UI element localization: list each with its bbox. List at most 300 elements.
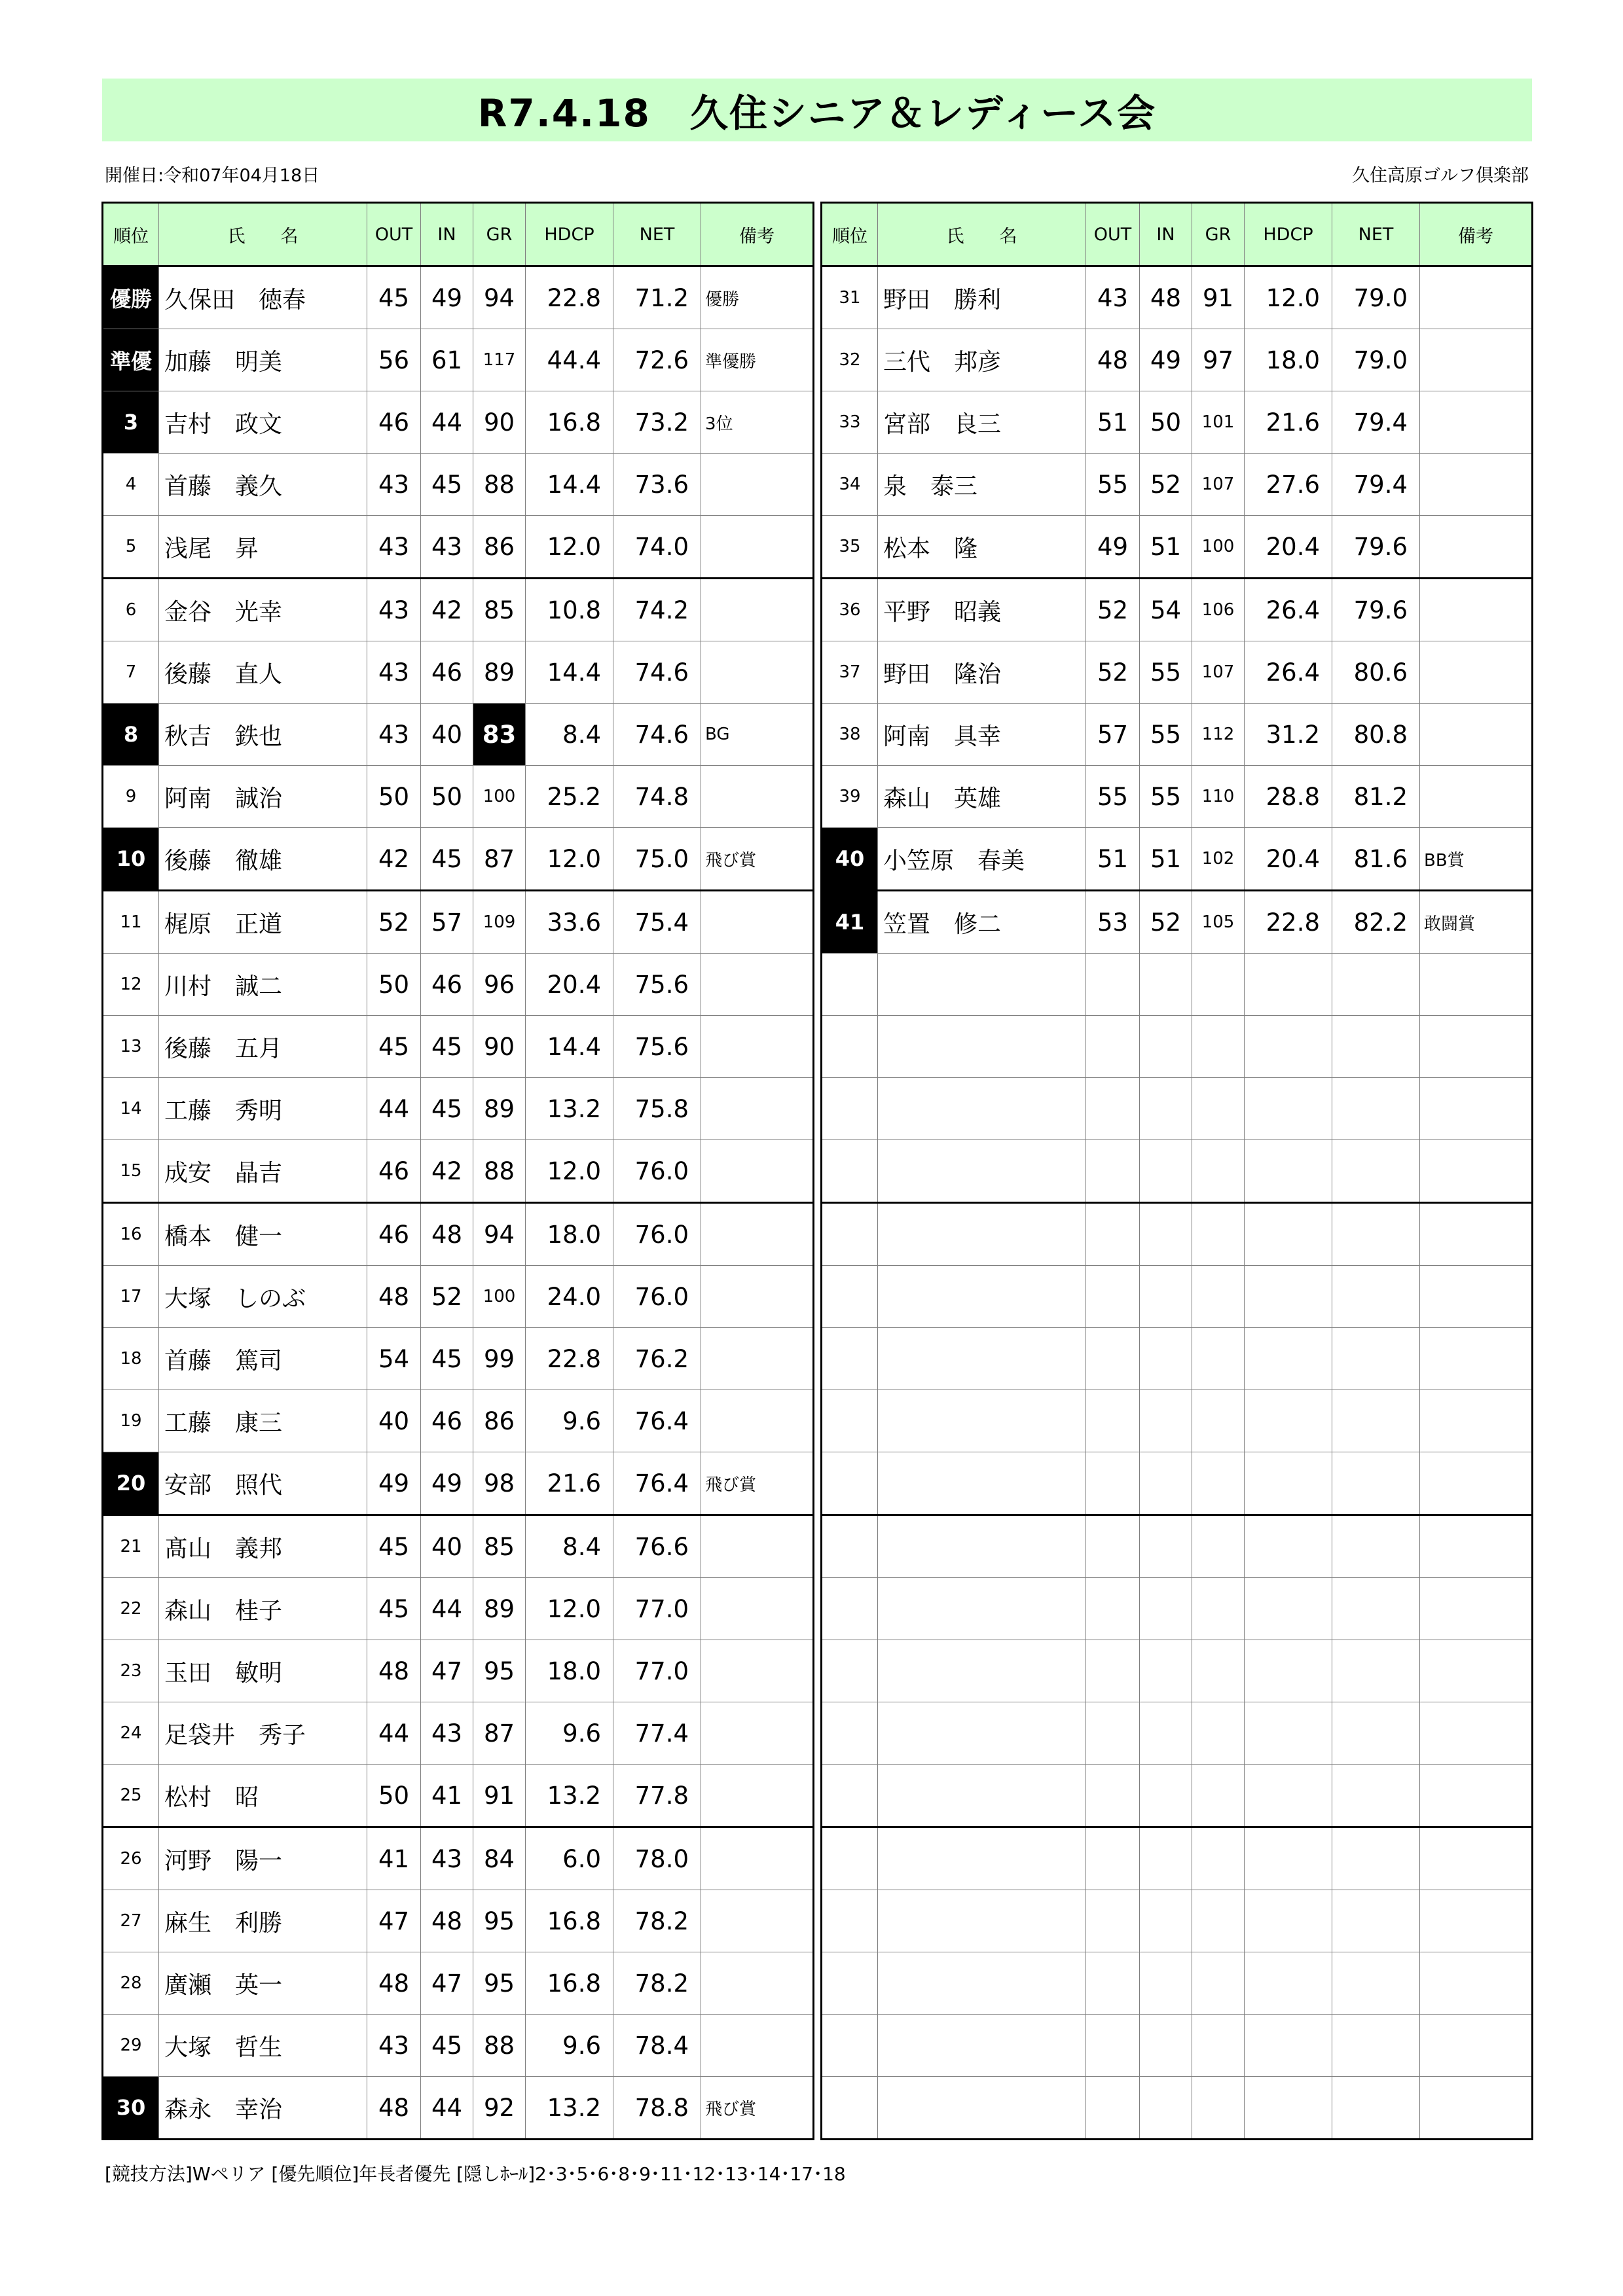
table-row bbox=[103, 454, 814, 516]
gross-score bbox=[1192, 1203, 1245, 1266]
rank-cell: 30 bbox=[103, 2077, 159, 2140]
col-header-note: 備考 bbox=[701, 203, 814, 266]
out-score: 43 bbox=[367, 641, 421, 704]
out-score: 50 bbox=[367, 1765, 421, 1827]
player-name: 足袋井 秀子 bbox=[159, 1702, 367, 1765]
in-score: 47 bbox=[421, 1952, 473, 2015]
handicap bbox=[1245, 1016, 1332, 1078]
gross-score: 100 bbox=[1192, 516, 1245, 579]
remarks bbox=[701, 1702, 814, 1765]
handicap: 21.6 bbox=[526, 1452, 613, 1515]
handicap bbox=[1245, 1702, 1332, 1765]
table-row bbox=[103, 1203, 814, 1266]
table-row bbox=[103, 1765, 814, 1827]
in-score: 43 bbox=[421, 516, 473, 579]
net-score: 72.6 bbox=[613, 329, 701, 391]
out-score: 40 bbox=[367, 1390, 421, 1452]
in-score bbox=[1140, 1640, 1192, 1702]
net-score: 77.0 bbox=[613, 1578, 701, 1640]
out-score: 43 bbox=[1086, 266, 1140, 329]
player-name: 加藤 明美 bbox=[159, 329, 367, 391]
net-score: 74.2 bbox=[613, 579, 701, 641]
gross-score bbox=[1192, 1702, 1245, 1765]
in-score: 43 bbox=[421, 1702, 473, 1765]
handicap bbox=[1245, 1578, 1332, 1640]
remarks bbox=[1420, 1390, 1533, 1452]
net-score: 78.2 bbox=[613, 1890, 701, 1952]
gross-score: 86 bbox=[473, 516, 526, 579]
rank-cell: 10 bbox=[103, 828, 159, 891]
player-name bbox=[878, 1827, 1086, 1890]
empty-row bbox=[822, 1640, 1533, 1702]
handicap bbox=[1245, 1203, 1332, 1266]
player-name: 川村 誠二 bbox=[159, 954, 367, 1016]
in-score bbox=[1140, 1016, 1192, 1078]
in-score: 54 bbox=[1140, 579, 1192, 641]
out-score bbox=[1086, 1078, 1140, 1140]
in-score: 45 bbox=[421, 2015, 473, 2077]
gross-score: 88 bbox=[473, 2015, 526, 2077]
handicap bbox=[1245, 1078, 1332, 1140]
rank-cell bbox=[822, 2015, 878, 2077]
player-name bbox=[878, 1578, 1086, 1640]
handicap: 24.0 bbox=[526, 1266, 613, 1328]
in-score: 46 bbox=[421, 1390, 473, 1452]
remarks bbox=[1420, 1140, 1533, 1203]
in-score: 48 bbox=[421, 1203, 473, 1266]
handicap: 9.6 bbox=[526, 2015, 613, 2077]
remarks bbox=[1420, 1452, 1533, 1515]
rank-cell: 6 bbox=[103, 579, 159, 641]
gross-score: 83 bbox=[473, 704, 526, 766]
net-score: 74.6 bbox=[613, 641, 701, 704]
rank-cell: 31 bbox=[822, 266, 878, 329]
player-name: 笠置 修二 bbox=[878, 891, 1086, 954]
player-name: 首藤 篤司 bbox=[159, 1328, 367, 1390]
rank-cell: 36 bbox=[822, 579, 878, 641]
handicap: 9.6 bbox=[526, 1702, 613, 1765]
table-row bbox=[103, 1328, 814, 1390]
remarks bbox=[701, 1390, 814, 1452]
out-score: 48 bbox=[367, 2077, 421, 2140]
rank-cell: 34 bbox=[822, 454, 878, 516]
net-score bbox=[1332, 1452, 1420, 1515]
rank-cell: 18 bbox=[103, 1328, 159, 1390]
in-score bbox=[1140, 1952, 1192, 2015]
table-row bbox=[103, 1640, 814, 1702]
remarks bbox=[1420, 1016, 1533, 1078]
out-score: 48 bbox=[367, 1266, 421, 1328]
handicap: 20.4 bbox=[1245, 516, 1332, 579]
empty-row bbox=[822, 1140, 1533, 1203]
net-score bbox=[1332, 1515, 1420, 1578]
player-name bbox=[878, 1765, 1086, 1827]
col-header-out: OUT bbox=[367, 203, 421, 266]
net-score bbox=[1332, 1765, 1420, 1827]
gross-score: 112 bbox=[1192, 704, 1245, 766]
handicap: 22.8 bbox=[526, 266, 613, 329]
handicap: 10.8 bbox=[526, 579, 613, 641]
handicap bbox=[1245, 954, 1332, 1016]
remarks bbox=[701, 1266, 814, 1328]
player-name: 平野 昭義 bbox=[878, 579, 1086, 641]
rank-cell: 27 bbox=[103, 1890, 159, 1952]
out-score bbox=[1086, 1578, 1140, 1640]
net-score bbox=[1332, 1078, 1420, 1140]
rank-cell bbox=[822, 1952, 878, 2015]
player-name bbox=[878, 954, 1086, 1016]
col-header-rank: 順位 bbox=[822, 203, 878, 266]
in-score bbox=[1140, 1203, 1192, 1266]
handicap: 21.6 bbox=[1245, 391, 1332, 454]
gross-score: 102 bbox=[1192, 828, 1245, 891]
rank-cell bbox=[822, 1328, 878, 1390]
out-score: 48 bbox=[367, 1640, 421, 1702]
player-name bbox=[878, 1390, 1086, 1452]
rank-cell: 40 bbox=[822, 828, 878, 891]
player-name bbox=[878, 2015, 1086, 2077]
rank-cell: 16 bbox=[103, 1203, 159, 1266]
in-score: 40 bbox=[421, 704, 473, 766]
gross-score: 101 bbox=[1192, 391, 1245, 454]
remarks bbox=[1420, 516, 1533, 579]
handicap: 18.0 bbox=[526, 1203, 613, 1266]
rank-cell: 29 bbox=[103, 2015, 159, 2077]
gross-score: 99 bbox=[473, 1328, 526, 1390]
empty-row bbox=[822, 2015, 1533, 2077]
player-name: 麻生 利勝 bbox=[159, 1890, 367, 1952]
remarks bbox=[701, 2015, 814, 2077]
remarks bbox=[1420, 1765, 1533, 1827]
net-score: 78.2 bbox=[613, 1952, 701, 2015]
net-score bbox=[1332, 1890, 1420, 1952]
out-score: 45 bbox=[367, 1515, 421, 1578]
table-row bbox=[103, 1578, 814, 1640]
remarks bbox=[701, 516, 814, 579]
out-score: 46 bbox=[367, 391, 421, 454]
player-name: 吉村 政文 bbox=[159, 391, 367, 454]
rank-cell bbox=[822, 1515, 878, 1578]
handicap: 16.8 bbox=[526, 391, 613, 454]
empty-row bbox=[822, 1578, 1533, 1640]
net-score: 75.8 bbox=[613, 1078, 701, 1140]
rank-cell: 8 bbox=[103, 704, 159, 766]
col-header-gr: GR bbox=[1192, 203, 1245, 266]
in-score bbox=[1140, 2077, 1192, 2140]
handicap: 6.0 bbox=[526, 1827, 613, 1890]
rank-cell: 28 bbox=[103, 1952, 159, 2015]
out-score: 57 bbox=[1086, 704, 1140, 766]
out-score: 50 bbox=[367, 954, 421, 1016]
out-score: 50 bbox=[367, 766, 421, 828]
player-name: 工藤 康三 bbox=[159, 1390, 367, 1452]
table-row bbox=[822, 891, 1533, 954]
handicap bbox=[1245, 1952, 1332, 2015]
net-score: 76.0 bbox=[613, 1203, 701, 1266]
out-score bbox=[1086, 1890, 1140, 1952]
net-score bbox=[1332, 1640, 1420, 1702]
gross-score bbox=[1192, 2077, 1245, 2140]
handicap: 14.4 bbox=[526, 1016, 613, 1078]
header-row bbox=[103, 203, 814, 266]
rank-cell: 39 bbox=[822, 766, 878, 828]
in-score: 61 bbox=[421, 329, 473, 391]
handicap: 20.4 bbox=[1245, 828, 1332, 891]
out-score: 49 bbox=[1086, 516, 1140, 579]
gross-score bbox=[1192, 1390, 1245, 1452]
table-row bbox=[103, 2077, 814, 2140]
gross-score: 95 bbox=[473, 1640, 526, 1702]
net-score bbox=[1332, 1827, 1420, 1890]
out-score: 46 bbox=[367, 1140, 421, 1203]
in-score bbox=[1140, 1390, 1192, 1452]
handicap: 22.8 bbox=[526, 1328, 613, 1390]
handicap: 22.8 bbox=[1245, 891, 1332, 954]
out-score: 45 bbox=[367, 1016, 421, 1078]
player-name: 松村 昭 bbox=[159, 1765, 367, 1827]
in-score bbox=[1140, 1890, 1192, 1952]
out-score bbox=[1086, 1827, 1140, 1890]
table-row bbox=[103, 2015, 814, 2077]
handicap: 27.6 bbox=[1245, 454, 1332, 516]
remarks bbox=[1420, 954, 1533, 1016]
remarks bbox=[1420, 641, 1533, 704]
table-row bbox=[103, 1702, 814, 1765]
gross-score bbox=[1192, 1266, 1245, 1328]
table-row bbox=[822, 766, 1533, 828]
gross-score: 91 bbox=[473, 1765, 526, 1827]
player-name bbox=[878, 1203, 1086, 1266]
player-name bbox=[878, 2077, 1086, 2140]
net-score: 81.6 bbox=[1332, 828, 1420, 891]
out-score bbox=[1086, 1203, 1140, 1266]
in-score: 44 bbox=[421, 1578, 473, 1640]
handicap: 12.0 bbox=[526, 516, 613, 579]
handicap: 18.0 bbox=[526, 1640, 613, 1702]
in-score bbox=[1140, 1515, 1192, 1578]
rank-cell: 21 bbox=[103, 1515, 159, 1578]
remarks bbox=[1420, 1515, 1533, 1578]
remarks bbox=[701, 1016, 814, 1078]
in-score: 43 bbox=[421, 1827, 473, 1890]
out-score bbox=[1086, 1328, 1140, 1390]
in-score: 55 bbox=[1140, 641, 1192, 704]
rank-cell: 15 bbox=[103, 1140, 159, 1203]
net-score: 80.6 bbox=[1332, 641, 1420, 704]
gross-score: 85 bbox=[473, 579, 526, 641]
col-header-in: IN bbox=[421, 203, 473, 266]
rank-cell bbox=[822, 1890, 878, 1952]
remarks bbox=[1420, 454, 1533, 516]
empty-row bbox=[822, 1827, 1533, 1890]
rank-cell: 37 bbox=[822, 641, 878, 704]
remarks bbox=[701, 579, 814, 641]
handicap bbox=[1245, 2077, 1332, 2140]
col-header-rank: 順位 bbox=[103, 203, 159, 266]
rank-cell: 優勝 bbox=[103, 266, 159, 329]
remarks bbox=[1420, 2015, 1533, 2077]
table-row bbox=[822, 828, 1533, 891]
col-header-in: IN bbox=[1140, 203, 1192, 266]
out-score bbox=[1086, 1452, 1140, 1515]
remarks bbox=[701, 1827, 814, 1890]
rank-cell bbox=[822, 1452, 878, 1515]
net-score bbox=[1332, 2077, 1420, 2140]
out-score bbox=[1086, 2015, 1140, 2077]
remarks bbox=[1420, 1203, 1533, 1266]
out-score: 48 bbox=[367, 1952, 421, 2015]
player-name: 梶原 正道 bbox=[159, 891, 367, 954]
net-score: 74.8 bbox=[613, 766, 701, 828]
handicap bbox=[1245, 1765, 1332, 1827]
out-score: 52 bbox=[367, 891, 421, 954]
gross-score: 96 bbox=[473, 954, 526, 1016]
handicap bbox=[1245, 1390, 1332, 1452]
player-name: 工藤 秀明 bbox=[159, 1078, 367, 1140]
out-score bbox=[1086, 1702, 1140, 1765]
remarks bbox=[701, 1078, 814, 1140]
net-score bbox=[1332, 954, 1420, 1016]
net-score bbox=[1332, 1578, 1420, 1640]
table-row bbox=[103, 704, 814, 766]
out-score: 53 bbox=[1086, 891, 1140, 954]
remarks bbox=[701, 1140, 814, 1203]
out-score: 46 bbox=[367, 1203, 421, 1266]
in-score: 47 bbox=[421, 1640, 473, 1702]
out-score: 44 bbox=[367, 1702, 421, 1765]
rank-cell: 7 bbox=[103, 641, 159, 704]
remarks bbox=[701, 1203, 814, 1266]
in-score bbox=[1140, 1578, 1192, 1640]
out-score bbox=[1086, 1765, 1140, 1827]
handicap bbox=[1245, 1827, 1332, 1890]
remarks bbox=[701, 1765, 814, 1827]
table-row bbox=[103, 329, 814, 391]
handicap: 12.0 bbox=[526, 1140, 613, 1203]
player-name: 宮部 良三 bbox=[878, 391, 1086, 454]
table-row bbox=[103, 1515, 814, 1578]
gross-score bbox=[1192, 1952, 1245, 2015]
in-score: 49 bbox=[421, 1452, 473, 1515]
net-score: 80.8 bbox=[1332, 704, 1420, 766]
remarks: BB賞 bbox=[1420, 828, 1533, 891]
col-header-out: OUT bbox=[1086, 203, 1140, 266]
handicap: 13.2 bbox=[526, 1078, 613, 1140]
rank-cell: 32 bbox=[822, 329, 878, 391]
gross-score bbox=[1192, 1140, 1245, 1203]
remarks bbox=[1420, 1890, 1533, 1952]
handicap: 13.2 bbox=[526, 2077, 613, 2140]
table-row bbox=[103, 1952, 814, 2015]
handicap: 28.8 bbox=[1245, 766, 1332, 828]
table-row bbox=[103, 1890, 814, 1952]
net-score: 75.6 bbox=[613, 1016, 701, 1078]
out-score: 44 bbox=[367, 1078, 421, 1140]
out-score: 43 bbox=[367, 579, 421, 641]
net-score bbox=[1332, 2015, 1420, 2077]
table-row bbox=[822, 454, 1533, 516]
in-score: 42 bbox=[421, 1140, 473, 1203]
net-score: 78.4 bbox=[613, 2015, 701, 2077]
gross-score bbox=[1192, 1078, 1245, 1140]
rank-cell bbox=[822, 954, 878, 1016]
gross-score bbox=[1192, 1016, 1245, 1078]
gross-score: 87 bbox=[473, 1702, 526, 1765]
player-name: 森永 幸治 bbox=[159, 2077, 367, 2140]
header-row bbox=[822, 203, 1533, 266]
in-score: 50 bbox=[421, 766, 473, 828]
gross-score bbox=[1192, 1827, 1245, 1890]
player-name: 橋本 健一 bbox=[159, 1203, 367, 1266]
rank-cell: 11 bbox=[103, 891, 159, 954]
handicap: 12.0 bbox=[526, 828, 613, 891]
gross-score: 91 bbox=[1192, 266, 1245, 329]
player-name: 成安 晶吉 bbox=[159, 1140, 367, 1203]
handicap: 44.4 bbox=[526, 329, 613, 391]
player-name: 松本 隆 bbox=[878, 516, 1086, 579]
remarks bbox=[1420, 1078, 1533, 1140]
player-name bbox=[878, 1266, 1086, 1328]
handicap: 16.8 bbox=[526, 1890, 613, 1952]
handicap bbox=[1245, 1452, 1332, 1515]
out-score: 48 bbox=[1086, 329, 1140, 391]
handicap: 20.4 bbox=[526, 954, 613, 1016]
gross-score: 105 bbox=[1192, 891, 1245, 954]
table-row bbox=[103, 266, 814, 329]
gross-score: 107 bbox=[1192, 454, 1245, 516]
net-score: 81.2 bbox=[1332, 766, 1420, 828]
rank-cell: 22 bbox=[103, 1578, 159, 1640]
remarks: 飛び賞 bbox=[701, 1452, 814, 1515]
out-score: 52 bbox=[1086, 579, 1140, 641]
net-score: 78.8 bbox=[613, 2077, 701, 2140]
net-score: 76.4 bbox=[613, 1390, 701, 1452]
player-name: 小笠原 春美 bbox=[878, 828, 1086, 891]
gross-score: 106 bbox=[1192, 579, 1245, 641]
gross-score bbox=[1192, 1328, 1245, 1390]
net-score bbox=[1332, 1390, 1420, 1452]
table-row bbox=[103, 1266, 814, 1328]
remarks bbox=[1420, 2077, 1533, 2140]
player-name bbox=[878, 1140, 1086, 1203]
in-score bbox=[1140, 1765, 1192, 1827]
in-score: 48 bbox=[1140, 266, 1192, 329]
out-score: 42 bbox=[367, 828, 421, 891]
gross-score: 117 bbox=[473, 329, 526, 391]
table-row bbox=[103, 891, 814, 954]
out-score bbox=[1086, 1266, 1140, 1328]
table-row bbox=[103, 954, 814, 1016]
empty-row bbox=[822, 1328, 1533, 1390]
in-score bbox=[1140, 1266, 1192, 1328]
gross-score: 89 bbox=[473, 1578, 526, 1640]
handicap bbox=[1245, 2015, 1332, 2077]
rank-cell: 38 bbox=[822, 704, 878, 766]
remarks bbox=[1420, 329, 1533, 391]
in-score: 48 bbox=[421, 1890, 473, 1952]
player-name: 大塚 哲生 bbox=[159, 2015, 367, 2077]
empty-row bbox=[822, 1203, 1533, 1266]
net-score: 75.6 bbox=[613, 954, 701, 1016]
remarks: 優勝 bbox=[701, 266, 814, 329]
table-row bbox=[103, 1140, 814, 1203]
remarks bbox=[1420, 1702, 1533, 1765]
net-score: 77.8 bbox=[613, 1765, 701, 1827]
net-score: 79.6 bbox=[1332, 579, 1420, 641]
net-score: 76.6 bbox=[613, 1515, 701, 1578]
net-score bbox=[1332, 1266, 1420, 1328]
out-score: 51 bbox=[1086, 391, 1140, 454]
